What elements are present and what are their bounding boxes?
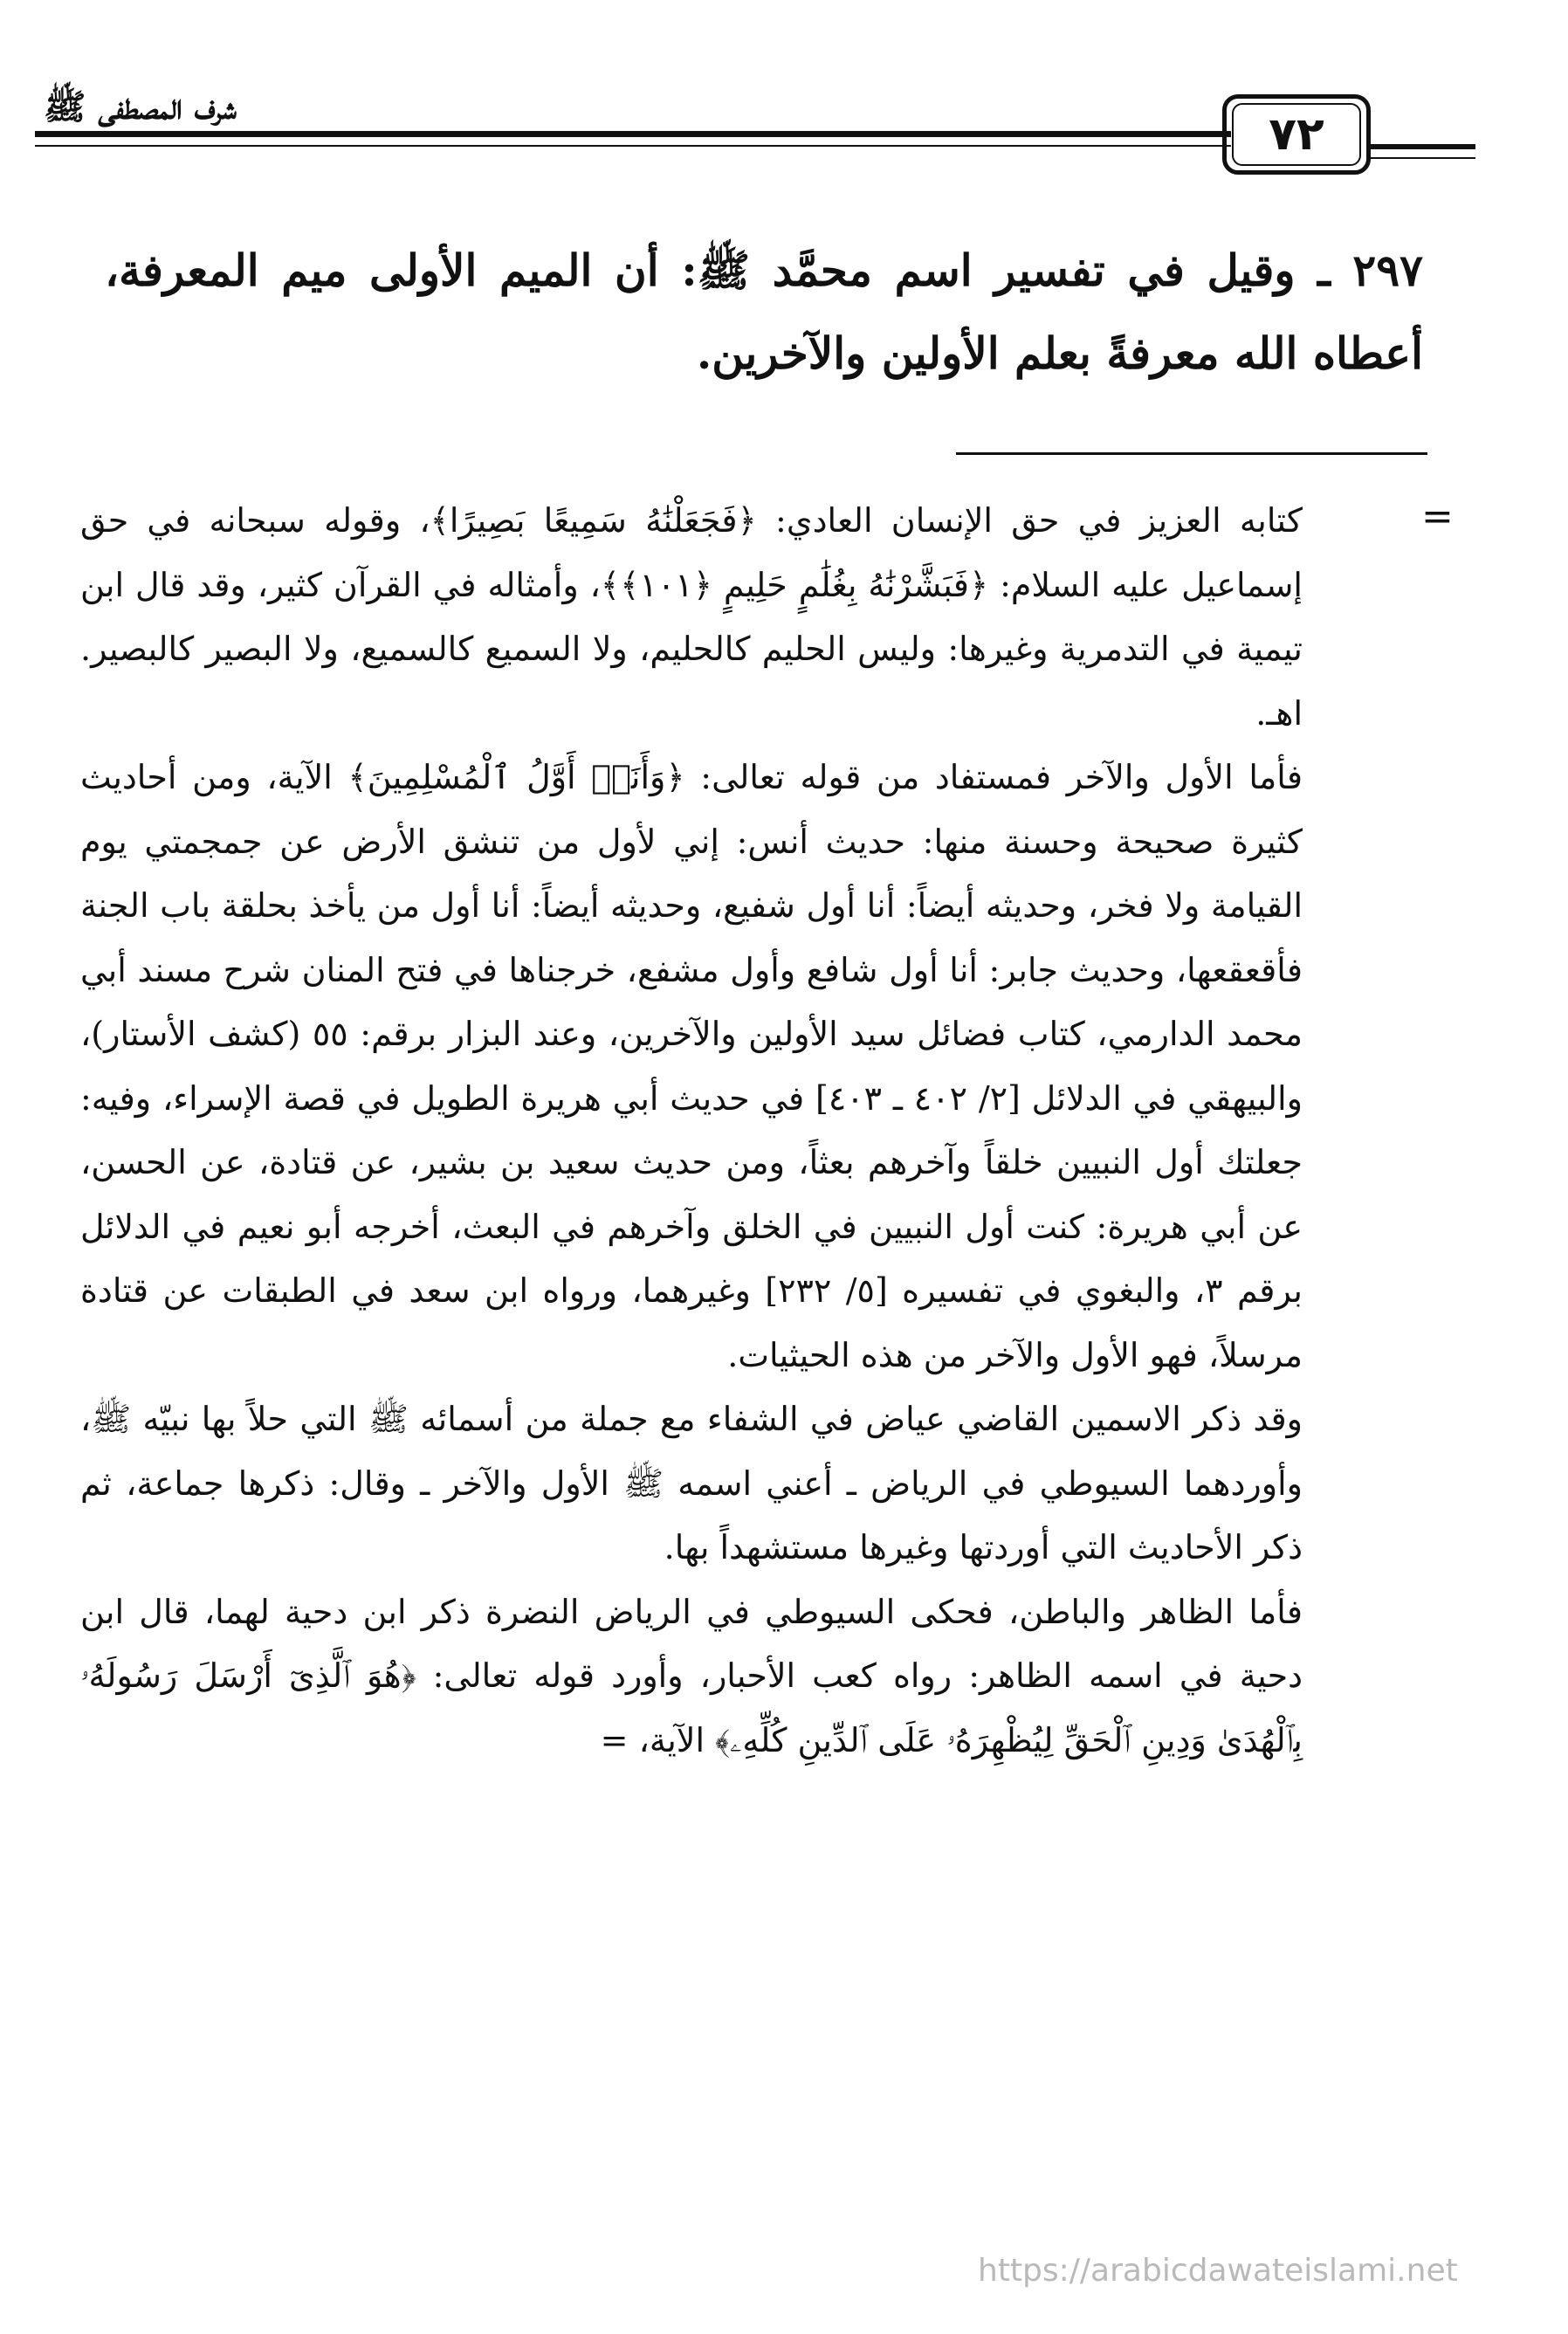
footnote-paragraph: فأما الظاهر والباطن، فحكى السيوطي في الرياض النضرة ذكر ابن دحية لهما، قال ابن دحية في اسمه الظاهر: رواه كعب الأحبار، وأورد قوله تعالى: ﴿هُوَ ٱلَّذِىٓ أَرْسَلَ رَسُولَهُۥ بِٱلْهُدَىٰ وَدِينِ ٱلْحَقِّ لِيُظْهِرَهُۥ عَلَى ٱلدِّينِ كُلِّهِۦ﴾ الآية، = [80,1592,1303,1759]
footnote-continuation-mark: = [1421,494,1454,539]
header-rule-right-thin [1371,157,1475,159]
footnote-paragraph: كتابه العزيز في حق الإنسان العادي: ﴿فَجَعَلْنَٰهُ سَمِيعًا بَصِيرًا﴾، وقوله سبحانه في حق إسماعيل عليه السلام: ﴿فَبَشَّرْنَٰهُ بِغُلَٰمٍ حَلِيمٍ ﴿١٠١﴾﴾، وأمثاله في القرآن كثير، وقد قال ابن تيمية في التدمرية وغيرها: وليس الحليم كالحليم، ولا السميع كالسميع، ولا البصير كالبصير. اهـ. [80,501,1303,733]
header-rule-thick [35,131,1231,137]
header-rule-right-thick [1371,144,1475,149]
footnote-paragraph: وقد ذكر الاسمين القاضي عياض في الشفاء مع جملة من أسمائه ﷺ التي حلاً بها نبيّه ﷺ، وأوردهما السيوطي في الرياض ـ أعني اسمه ﷺ الأول والآخر ـ وقال: ذكرها جماعة، ثم ذكر الأحاديث التي أوردتها وغيرها مستشهداً بها. [80,1400,1303,1566]
page-number: ٧٢ [1232,103,1361,166]
main-paragraph: ٢٩٧ ـ وقيل في تفسير اسم محمَّد ﷺ: أن الميم الأولى ميم المعرفة، أعطاه الله معرفةً بعلم الأولين والآخرين. [105,244,1423,379]
footnote-paragraph: فأما الأول والآخر فمستفاد من قوله تعالى: ﴿وَأَنَا۠ أَوَّلُ ٱلْمُسْلِمِينَ﴾ الآية، ومن أحاديث كثيرة صحيحة وحسنة منها: حديث أنس: إني لأول من تنشق الأرض عن جمجمتي يوم القيامة ولا فخر، وحديثه أيضاً: أنا أول شفيع، وحديثه أيضاً: أنا أول من يأخذ بحلقة باب الجنة فأقعقعها، وحديث جابر: أنا أول شافع وأول مشفع، خرجناها في فتح المنان شرح مسند أبي محمد الدارمي، كتاب فضائل سيد الأولين والآخرين، وعند البزار برقم: ٥٥ (كشف الأستار)، والبيهقي في الدلائل [٢/ ٤٠٢ ـ ٤٠٣] في حديث أبي هريرة الطويل في قصة الإسراء، وفيه: جعلتك أول النبيين خلقاً وآخرهم بعثاً، ومن حديث سعيد بن بشير، عن قتادة، عن الحسن، عن أبي هريرة: كنت أول النبيين في الخلق وآخرهم في البعث، أخرجه أبو نعيم في الدلائل برقم ٣، والبغوي في تفسيره [٥/ ٢٣٢] وغيرهما، ورواه ابن سعد في الطبقات عن قتادة مرسلاً، فهو الأول والآخر من هذه الحيثيات. [80,758,1303,1374]
watermark-url: https://arabicdawateislami.net [978,2253,1458,2289]
footnote-separator [956,452,1427,455]
footnote-block [80,489,1303,1773]
running-header-title: شرف المصطفى ﷺ [44,86,237,127]
header-rule-thin [35,145,1231,147]
page-number-frame [1222,94,1371,175]
